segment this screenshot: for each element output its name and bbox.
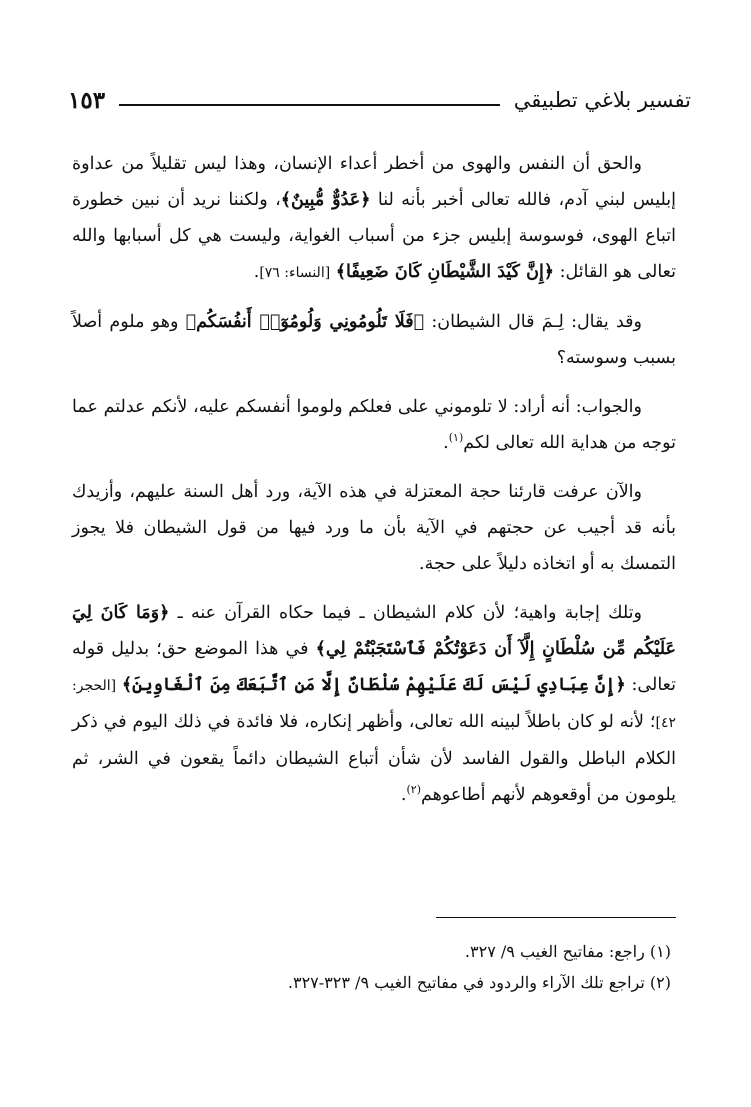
text-run: والآن عرفت قارئنا حجة المعتزلة في هذه الآية، ورد أهل السنة عليهم، وأزيدك بأنه قد أجيب عن حجتهم في الآية بأن ما ورد فيها من قول الشيطان فلا يجوز التمسك به أو اتخاذه دليلاً على حجة.: [72, 482, 676, 574]
text-run: .: [253, 262, 260, 282]
quran-quote: ﴿إِنَّ كَيْدَ الشَّيْطَانِ كَانَ ضَعِيفًا﴾: [335, 262, 555, 282]
page-header: [68, 80, 691, 120]
text-run: .: [443, 433, 449, 453]
footnote-separator: [436, 917, 676, 918]
footnote-marker: (١): [448, 431, 464, 445]
text-run: وهو ملوم أصلاً بسبب وسوسته؟: [72, 312, 676, 368]
footnotes: [72, 936, 671, 998]
page-number: ١٥٣: [68, 86, 106, 114]
verse-reference: [النساء: ٧٦]: [259, 265, 331, 281]
text-run: ؛ لأنه لو كان باطلاً لبينه الله تعالى، وأظهر إنكاره، فلا فائدة في ذلك اليوم في ذكر الكلام الباطل والقول الفاسد لأن شأن أتباع الشيطان دائماً يقعون في الشر، ثم يلومون من أوقعوهم لأنهم أطاعوهم: [72, 712, 676, 805]
header-rule: [119, 104, 500, 106]
footnote-2: (٢) تراجع تلك الآراء والردود في مفاتيح الغيب ٩/ ٣٢٣-٣٢٧.: [287, 973, 671, 992]
text-run: .: [400, 785, 407, 805]
text-run: وقد يقال: لِـمَ قال الشيطان:: [424, 312, 642, 332]
paragraph-3: [72, 389, 676, 461]
footnote-marker: (٢): [406, 783, 421, 797]
text-run: وتلك إجابة واهية؛ لأن كلام الشيطان ـ فيما حكاه القرآن عنه ـ: [169, 603, 642, 623]
quran-quote: ﴿عَدُوٌّ مُّبِينٌ﴾: [280, 190, 371, 210]
paragraph-5: [72, 595, 676, 813]
paragraph-1: [72, 146, 676, 291]
quran-quote: ﴿فَلَا تَلُومُونِي وَلُومُوٓا۟ أَنفُسَكُم﴾: [185, 312, 425, 332]
text-run: والجواب: أنه أراد: لا تلوموني على فعلكم ولوموا أنفسكم عليه، لأنكم عدلتم عما توجه من هداية الله تعالى لكم: [72, 397, 676, 453]
footnote-1: (١) راجع: مفاتيح الغيب ٩/ ٣٢٧.: [464, 942, 671, 961]
text-run: في هذا الموضع حق؛ بدليل قوله تعالى:: [72, 639, 676, 695]
quran-quote: ﴿وَمَا كَانَ لِيَ عَلَيْكُم مِّن سُلْطَانٍ إِلَّآ أَن دَعَوْتُكُمْ فَٱسْتَجَبْتُمْ لِي﴾: [72, 603, 676, 659]
text-run: ، ولكننا نريد أن نبين خطورة اتباع الهوى، فوسوسة إبليس جزء من أسباب الغواية، وليست هي كل أسبابها والله تعالى هو القائل:: [72, 190, 676, 282]
paragraph-2: [72, 304, 676, 376]
text-run: والحق أن النفس والهوى من أخطر أعداء الإنسان، وهذا ليس تقليلاً من عداوة إبليس لبني آدم، فالله تعالى أخبر بأنه لنا: [72, 154, 677, 210]
verse-reference: [الحجر: ٤٢]: [72, 678, 676, 731]
running-title: تفسير بلاغي تطبيقي: [513, 88, 691, 112]
main-text: [72, 146, 676, 826]
quran-quote: ﴿إِنَّ عِبَادِي لَيْسَ لَكَ عَلَيْهِمْ سُلْطَانٌ إِلَّا مَنِ ٱتَّبَعَكَ مِنَ ٱلْغَاوِينَ﴾: [121, 675, 626, 695]
paragraph-4: [72, 474, 676, 582]
